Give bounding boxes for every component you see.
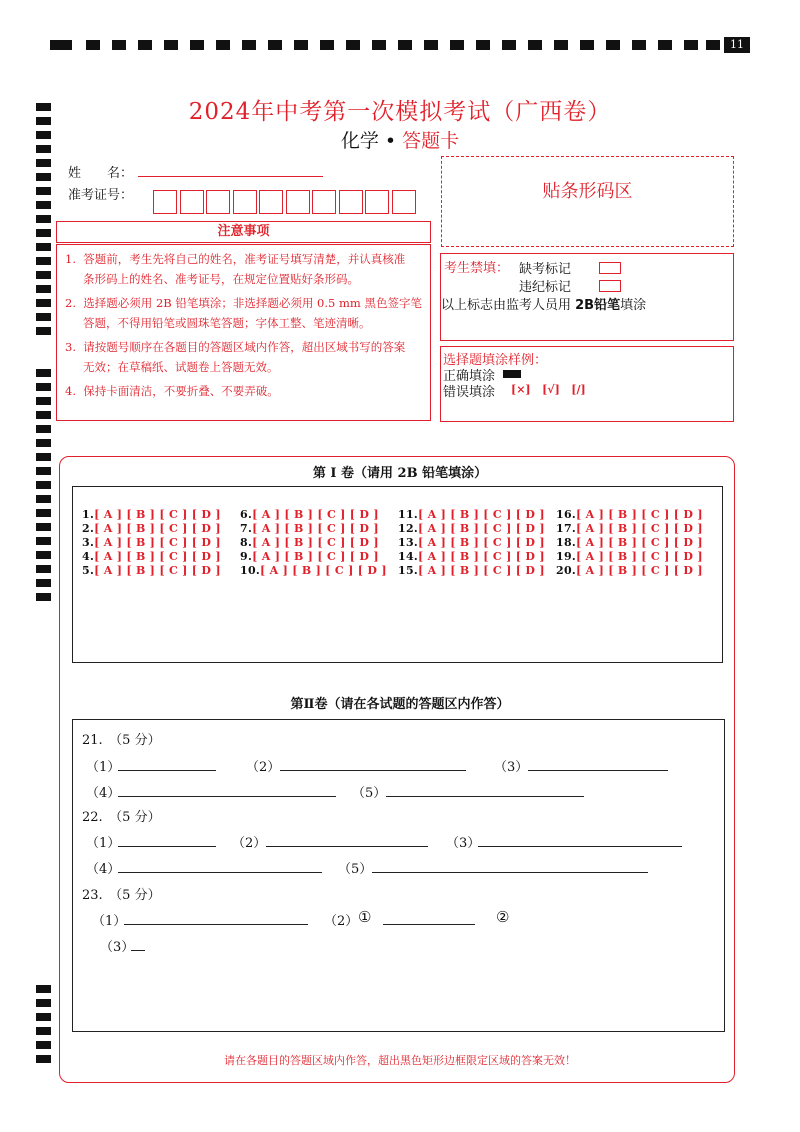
notice-title: 注意事项 (217, 224, 270, 239)
notice-item: 3. 请按题号顺序在各题目的答题区域内作答，超出区域书写的答案 (65, 340, 406, 354)
notice-box (56, 244, 431, 421)
choice-question-row[interactable] (398, 508, 545, 521)
notice-item-cont: 条形码上的姓名、准考证号，在规定位置贴好条形码。 (83, 272, 359, 286)
exam-subtitle (0, 126, 800, 153)
q23-blank-1[interactable] (124, 924, 308, 925)
timing-mark (36, 523, 51, 531)
timing-mark (36, 1027, 51, 1035)
part1-title: 第 I 卷（请用 2B 铅笔填涂） (312, 466, 488, 481)
question-number: 13. (398, 536, 419, 549)
q22-blank-2[interactable] (266, 846, 428, 847)
q23-circle-1: ① (358, 908, 372, 926)
question-number: 1. (82, 508, 95, 521)
q22-blank-4-label: （4） (86, 862, 121, 877)
question-number: 6. (240, 508, 253, 521)
choice-question-row[interactable] (556, 564, 703, 577)
choice-question-row[interactable] (556, 522, 703, 535)
timing-mark (36, 397, 51, 405)
fill-example-title: 选择题填涂样例： (443, 353, 548, 368)
timing-mark (36, 327, 51, 335)
proctor-box (440, 253, 734, 341)
question-number: 19. (556, 550, 577, 563)
page-number: 11 (724, 37, 750, 53)
option-bubbles[interactable]: [ A ] [ B ] [ C ] [ D ] (418, 508, 545, 521)
option-bubbles[interactable]: [ A ] [ B ] [ C ] [ D ] (418, 536, 545, 549)
option-bubbles[interactable]: [ A ] [ B ] [ C ] [ D ] (94, 522, 221, 535)
q22-blank-1[interactable] (118, 846, 216, 847)
name-label: 姓 名： (68, 166, 134, 181)
timing-mark (36, 565, 51, 573)
q21-blank-4[interactable] (118, 796, 336, 797)
notice-item-cont: 答题，不得用铅笔或圆珠笔答题；字体工整、笔迹清晰。 (83, 316, 371, 330)
name-field[interactable] (138, 176, 323, 177)
option-bubbles[interactable]: [ A ] [ B ] [ C ] [ D ] (94, 564, 221, 577)
timing-mark (36, 1013, 51, 1021)
timing-mark (36, 257, 51, 265)
question-number: 20. (556, 564, 577, 577)
question-number: 12. (398, 522, 419, 535)
notice-item-cont: 无效；在草稿纸、试题卷上答题无效。 (83, 360, 279, 374)
timing-mark (36, 579, 51, 587)
question-number: 4. (82, 550, 95, 563)
q21-blank-4-label: （4） (86, 786, 121, 801)
choice-question-row[interactable] (82, 522, 221, 535)
timing-mark (36, 243, 51, 251)
barcode-area-label: 贴条形码区 (542, 181, 633, 202)
q21-blank-2-label: （2） (246, 760, 281, 775)
timing-mark (36, 201, 51, 209)
q23-circle-2: ② (496, 908, 510, 926)
q22-blank-2-label: （2） (232, 836, 267, 851)
exam-id-digit-box[interactable] (392, 190, 416, 214)
q22-blank-3-label: （3） (446, 836, 481, 851)
timing-mark (36, 411, 51, 419)
timing-mark (36, 1041, 51, 1049)
question-number: 16. (556, 508, 577, 521)
q21-blank-3-label: （3） (494, 760, 529, 775)
timing-mark (36, 299, 51, 307)
subtitle-dot: • (384, 130, 397, 152)
q22-blank-1-label: （1） (86, 836, 121, 851)
choice-question-row[interactable] (240, 522, 379, 535)
q23-blank-1-label: （1） (92, 914, 127, 929)
timing-mark (36, 481, 51, 489)
choice-question-row[interactable] (82, 564, 221, 577)
q21-blank-3[interactable] (528, 770, 668, 771)
exam-id-digit-box[interactable] (259, 190, 283, 214)
option-bubbles[interactable]: [ A ] [ B ] [ C ] [ D ] (252, 536, 379, 549)
part2-box (72, 719, 725, 1032)
timing-mark (36, 425, 51, 433)
exam-id-digit-box[interactable] (312, 190, 336, 214)
timing-mark (36, 159, 51, 167)
option-bubbles[interactable]: [ A ] [ B ] [ C ] [ D ] (252, 508, 379, 521)
option-bubbles[interactable]: [ A ] [ B ] [ C ] [ D ] (418, 564, 545, 577)
timing-mark (36, 439, 51, 447)
question-number: 5. (82, 564, 95, 577)
timing-mark (36, 509, 51, 517)
proctor-label: 考生禁填： (444, 261, 510, 276)
correct-fill-label: 正确填涂 (443, 369, 496, 384)
option-bubbles[interactable]: [ A ] [ B ] [ C ] [ D ] (260, 564, 387, 577)
option-bubbles[interactable]: [ A ] [ B ] [ C ] [ D ] (252, 522, 379, 535)
q23-blank-3[interactable] (131, 950, 145, 951)
absent-mark-box[interactable] (599, 262, 621, 274)
question-number: 15. (398, 564, 419, 577)
q22-blank-3[interactable] (478, 846, 682, 847)
question-number: 8. (240, 536, 253, 549)
timing-mark (36, 369, 51, 377)
exam-id-digit-box[interactable] (180, 190, 204, 214)
exam-id-digit-box[interactable] (365, 190, 389, 214)
choice-question-row[interactable] (398, 564, 545, 577)
exam-id-label: 准考证号： (68, 188, 134, 203)
q21-blank-5-label: （5） (352, 786, 387, 801)
q22-blank-5[interactable] (372, 872, 648, 873)
timing-mark (36, 495, 51, 503)
notice-item: 1. 答题前，考生先将自己的姓名，准考证号填写清楚，并认真核准 (65, 252, 406, 266)
option-bubbles[interactable]: [ A ] [ B ] [ C ] [ D ] (252, 550, 379, 563)
option-bubbles[interactable]: [ A ] [ B ] [ C ] [ D ] (576, 508, 703, 521)
subject-label: 化学 (340, 130, 379, 152)
question-number: 18. (556, 536, 577, 549)
q21-blank-1[interactable] (118, 770, 216, 771)
answer-card-label: 答题卡 (402, 130, 460, 152)
exam-title: 2024年中考第一次模拟考试（广西卷） (188, 99, 612, 125)
q21-blank-1-label: （1） (86, 760, 121, 775)
q23-blank-3-label: （3） (100, 940, 135, 955)
q21-label: 21. （5 分） (82, 733, 161, 748)
question-number: 2. (82, 522, 95, 535)
violation-mark-box[interactable] (599, 280, 621, 292)
q21-blank-5[interactable] (386, 796, 584, 797)
choice-question-row[interactable] (398, 550, 545, 563)
barcode-area (441, 156, 734, 247)
option-bubbles[interactable]: [ A ] [ B ] [ C ] [ D ] (576, 522, 703, 535)
q22-blank-4[interactable] (118, 872, 322, 873)
notice-item: 2. 选择题必须用 2B 铅笔填涂；非选择题必须用 0.5 mm 黑色签字笔 (65, 296, 422, 310)
footer-warning: 请在各题目的答题区域内作答，超出黑色矩形边框限定区域的答案无效！ (224, 1054, 576, 1067)
choice-question-row[interactable] (82, 550, 221, 563)
absent-label: 缺考标记 (519, 262, 572, 277)
question-number: 14. (398, 550, 419, 563)
choice-question-row[interactable] (398, 536, 545, 549)
choice-question-row[interactable] (556, 550, 703, 563)
option-bubbles[interactable]: [ A ] [ B ] [ C ] [ D ] (576, 550, 703, 563)
exam-id-digit-box[interactable] (286, 190, 310, 214)
choice-question-row[interactable] (240, 564, 387, 577)
q22-blank-5-label: （5） (338, 862, 373, 877)
option-bubbles[interactable]: [ A ] [ B ] [ C ] [ D ] (576, 564, 703, 577)
wrong-fill-label: 错误填涂 (443, 385, 496, 400)
timing-mark (36, 985, 51, 993)
choice-question-row[interactable] (82, 508, 221, 521)
timing-mark (36, 383, 51, 391)
correct-fill-sample (503, 370, 521, 378)
question-number: 7. (240, 522, 253, 535)
fill-example-box (440, 346, 734, 422)
wrong-fill-samples: [×] [√] [/] (511, 383, 586, 396)
timing-mark (36, 229, 51, 237)
choice-question-row[interactable] (398, 522, 545, 535)
question-number: 9. (240, 550, 253, 563)
timing-mark (36, 593, 51, 601)
question-number: 17. (556, 522, 577, 535)
question-number: 11. (398, 508, 419, 521)
timing-mark (36, 999, 51, 1007)
timing-mark (36, 271, 51, 279)
q23-blank-2-label: （2） (324, 914, 359, 929)
choice-question-row[interactable] (82, 536, 221, 549)
question-number: 10. (240, 564, 261, 577)
question-number: 3. (82, 536, 95, 549)
q22-label: 22. （5 分） (82, 810, 161, 825)
option-bubbles[interactable]: [ A ] [ B ] [ C ] [ D ] (418, 550, 545, 563)
timing-mark (36, 173, 51, 181)
exam-id-digit-box[interactable] (206, 190, 230, 214)
exam-id-digit-box[interactable] (339, 190, 363, 214)
timing-mark (36, 285, 51, 293)
violation-label: 违纪标记 (519, 280, 572, 295)
choice-question-row[interactable] (556, 536, 703, 549)
proctor-note: 以上标志由监考人员用 2B铅笔填涂 (441, 298, 647, 313)
option-bubbles[interactable]: [ A ] [ B ] [ C ] [ D ] (94, 536, 221, 549)
option-bubbles[interactable]: [ A ] [ B ] [ C ] [ D ] (94, 508, 221, 521)
timing-mark (36, 187, 51, 195)
timing-mark (36, 453, 51, 461)
option-bubbles[interactable]: [ A ] [ B ] [ C ] [ D ] (576, 536, 703, 549)
notice-item: 4. 保持卡面清洁，不要折叠、不要弄破。 (65, 384, 279, 398)
q23-blank-2a[interactable] (383, 924, 475, 925)
timing-mark (36, 313, 51, 321)
exam-id-digit-box[interactable] (153, 190, 177, 214)
notice-title-box (56, 221, 431, 243)
timing-mark (36, 537, 51, 545)
part2-title: 第Ⅱ卷（请在各试题的答题区内作答） (290, 697, 510, 712)
q23-label: 23. （5 分） (82, 888, 161, 903)
choice-question-row[interactable] (240, 508, 379, 521)
timing-mark (36, 215, 51, 223)
choice-question-row[interactable] (240, 536, 379, 549)
q21-blank-2[interactable] (280, 770, 466, 771)
timing-mark (36, 551, 51, 559)
option-bubbles[interactable]: [ A ] [ B ] [ C ] [ D ] (94, 550, 221, 563)
option-bubbles[interactable]: [ A ] [ B ] [ C ] [ D ] (418, 522, 545, 535)
choice-question-row[interactable] (240, 550, 379, 563)
exam-id-digit-box[interactable] (233, 190, 257, 214)
choice-question-row[interactable] (556, 508, 703, 521)
